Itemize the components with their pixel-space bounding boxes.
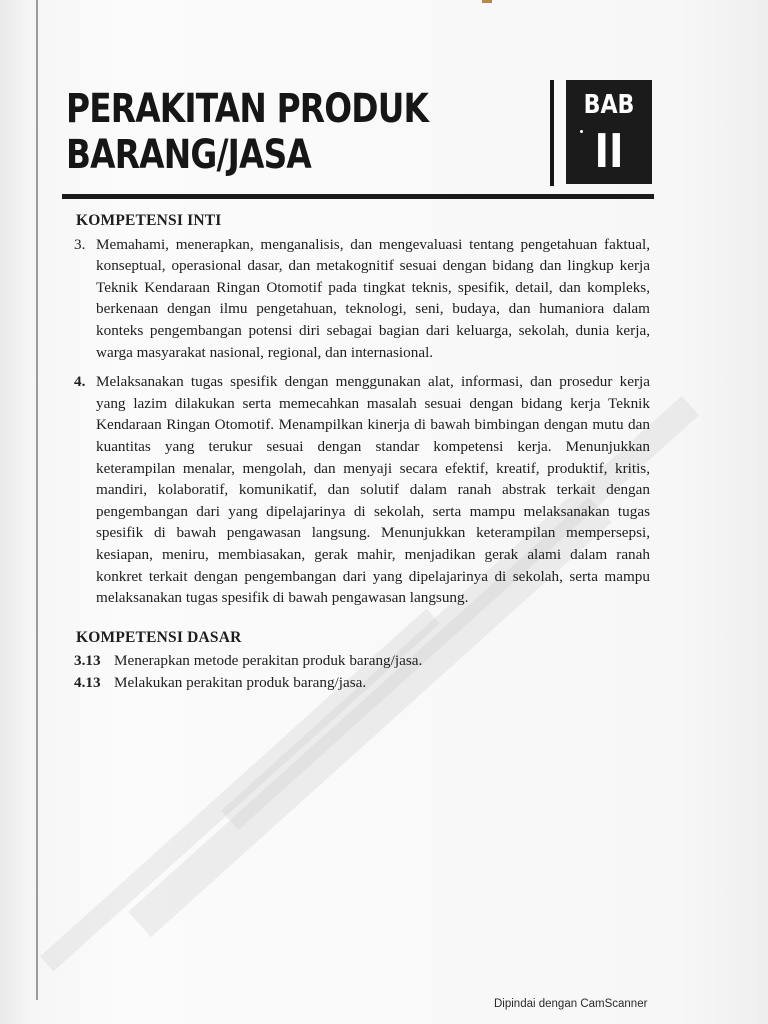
list-item-text: Memahami, menerapkan, menganalisis, dan mengevaluasi tentang pengetahuan faktual, konseptual, operasional dasar, dan metakognitif sesuai dengan bidang dan lingkup kerja Teknik Kendaraan Ringan Otomotif pada tingkat teknis, spesifik, detail, dan kompleks, berkenaan dengan ilmu pengetahuan, teknologi, seni, budaya, dan humaniora dalam konteks pengembangan potensi diri sebagai bagian dari keluarga, sekolah, dunia kerja, warga masyarakat nasional, regional, dan internasional. — [96, 235, 650, 361]
header-divider — [62, 194, 654, 199]
kompetensi-inti-heading: KOMPETENSI INTI — [76, 212, 222, 229]
list-item-text: Melaksanakan tugas spesifik dengan menggunakan alat, informasi, dan prosedur kerja yang lazim dilakukan serta memecahkan masalah sesuai dengan bidang kerja Teknik Kendaraan Ringan Otomotif. Menampilkan kinerja di bawah bimbingan dengan mutu dan kuantitas yang terukur sesuai dengan standar kompetensi kerja. Menunjukkan keterampilan menalar, mengolah, dan menyaji secara efektif, kreatif, produktif, kritis, mandiri, kolaboratif, komunikatif, dan solutif dalam ranah abstrak terkait dengan pengembangan dari yang dipelajarinya di sekolah, serta mampu melaksanakan tugas spesifik di bawah pengawasan langsung. Menunjukkan keterampilan mempersepsi, kesiapan, meniru, membiasakan, gerak mahir, menjadikan gerak alami dalam ranah konkret terkait dengan pengembangan dari yang dipelajarinya di sekolah, serta mampu melaksanakan tugas spesifik di bawah pengawasan langsung. — [96, 373, 650, 607]
kompetensi-dasar-section — [72, 627, 650, 694]
scan-artifact — [482, 0, 492, 3]
list-item-number: 4.13 — [74, 673, 101, 691]
chapter-title-line-1: PERAKITAN PRODUK — [66, 86, 429, 132]
list-item-number: 3.13 — [74, 652, 101, 670]
chapter-number: II — [594, 124, 624, 178]
list-item — [72, 650, 650, 672]
list-item — [72, 371, 650, 609]
chapter-title-line-2: BARANG/JASA — [66, 132, 311, 178]
list-item-number: 3. — [74, 235, 86, 253]
chapter-label: BAB — [583, 90, 635, 120]
chapter-badge — [566, 80, 652, 184]
chapter-marker-bar — [550, 80, 554, 186]
list-item-number: 4. — [74, 373, 86, 391]
page-binding-edge — [36, 0, 38, 1000]
list-item-text: Melakukan perakitan produk barang/jasa. — [114, 673, 367, 691]
list-item — [72, 672, 650, 694]
competency-content — [72, 206, 650, 693]
chapter-title — [66, 86, 428, 178]
kompetensi-dasar-heading: KOMPETENSI DASAR — [76, 628, 242, 646]
camscanner-watermark: Dipindai dengan CamScanner — [494, 998, 648, 1010]
list-item-text: Menerapkan metode perakitan produk barang/jasa. — [114, 652, 423, 670]
list-item — [72, 234, 650, 364]
